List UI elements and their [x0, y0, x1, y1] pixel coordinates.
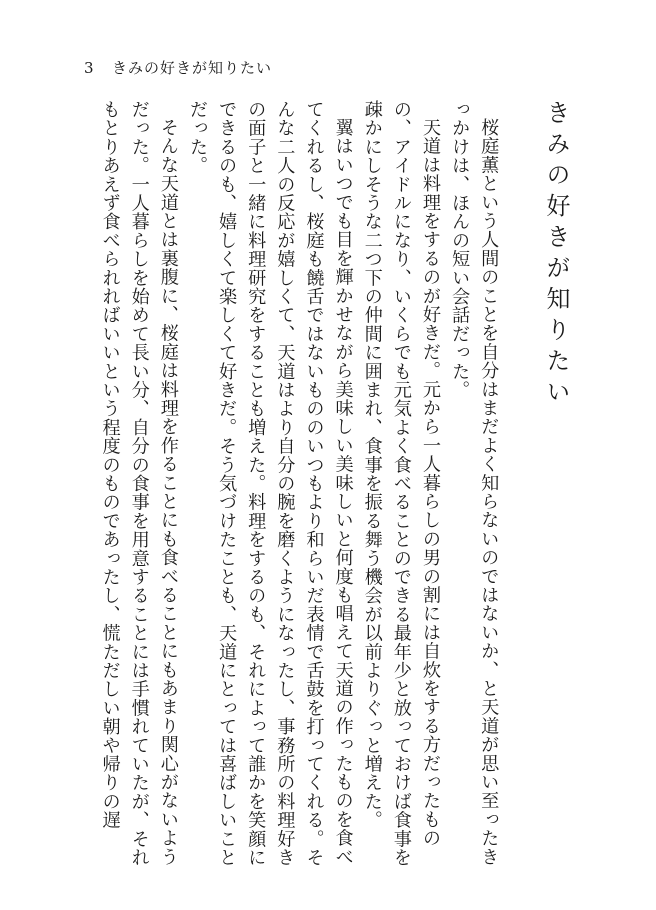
page-number: 3 [84, 58, 94, 77]
paragraph-4: そんな天道とは裏腹に、桜庭は料理を作ることにも食べることにもあまり関心がないようだった。一人暮らしを始めて長い分、自分の食事を用意することには手慣れていたが、それもとりあえず食べられればいいという程度のものであったし、慌ただしい朝や帰りの遅 [99, 100, 179, 867]
paragraph-1: 桜庭薫という人間のことを自分はまだよく知らないのではないか、と天道が思い至ったきっかけは、ほんの短い会話だった。 [449, 100, 500, 867]
running-header [84, 57, 272, 79]
story-body [95, 100, 570, 870]
paragraph-3: 翼はいつでも目を輝かせながら美味しい美味しいと何度も唱えて天道の作ったものを食べてくれるし、桜庭も饒舌ではないもののいつもより和らいだ表情で舌鼓を打ってくれる。そんな二人の反応が嬉しくて、天道はより自分の腕を磨くようになったし、事務所の料理好きの面子と一緒に料理研究をすることも増えた。料理をするのも、それによって誰かを笑顔にできるのも、嬉しくて楽しくて好きだ。そう気づけたことも、天道にとっては喜ばしいことだった。 [186, 100, 354, 867]
running-title: きみの好きが知りたい [112, 58, 273, 77]
paragraph-2: 天道は料理をするのが好きだ。元から一人暮らしの男の割には自炊をする方だったものの、アイドルになり、いくらでも元気よく食べることのできる最年少と放っておけば食事を疎かにしそうな二つ下の仲間に囲まれ、食事を振る舞う機会が以前よりぐっと増えた。 [361, 100, 441, 867]
chapter-title: きみの好きが知りたい [542, 100, 570, 410]
